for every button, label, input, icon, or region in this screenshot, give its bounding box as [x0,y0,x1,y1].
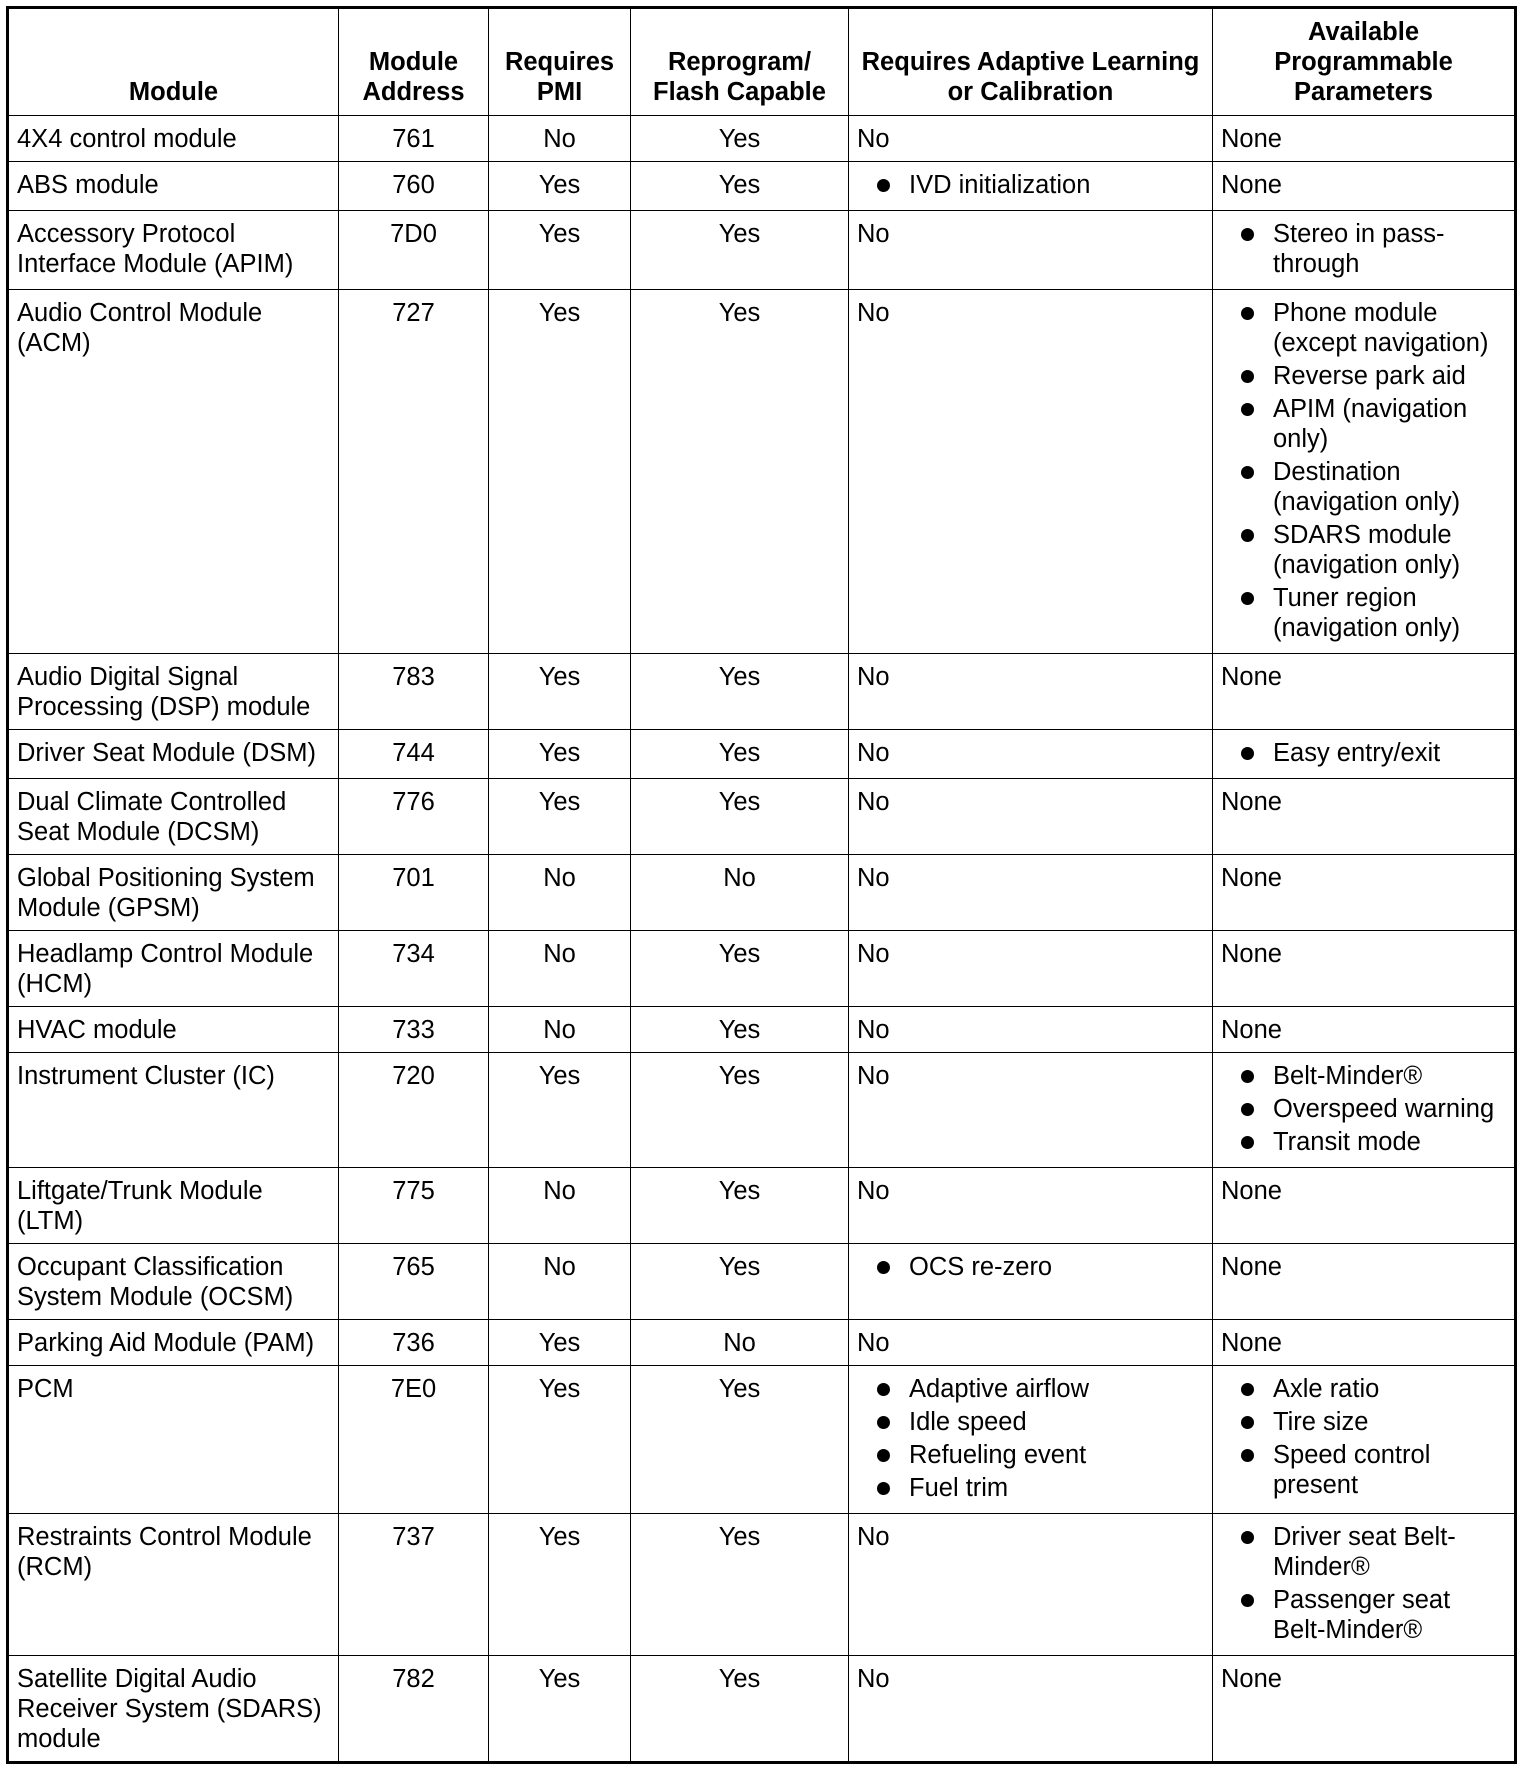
cell-module: Global Positioning System Module (GPSM) [8,855,339,931]
cell-text: No [857,864,890,892]
table-row [8,1656,1516,1763]
cell-requires-pmi: Yes [489,779,631,855]
bullet-list [1221,298,1506,643]
table-row [8,290,1516,654]
cell-adaptive-learning [849,1244,1213,1320]
cell-requires-pmi: Yes [489,1053,631,1168]
cell-flash-capable: Yes [631,730,849,779]
cell-requires-pmi: Yes [489,290,631,654]
cell-text: No [857,220,890,248]
cell-flash-capable: Yes [631,1053,849,1168]
bullet-item: Passenger seat Belt-Minder® [1221,1585,1506,1645]
bullet-list [1221,1061,1506,1157]
cell-requires-pmi: Yes [489,1514,631,1656]
cell-address: 782 [339,1656,489,1763]
cell-address: 744 [339,730,489,779]
cell-flash-capable: Yes [631,1656,849,1763]
cell-text: None [1221,1665,1282,1693]
cell-flash-capable: Yes [631,162,849,211]
cell-module: Liftgate/Trunk Module (LTM) [8,1168,339,1244]
bullet-list [857,1374,1204,1503]
bullet-item: OCS re-zero [857,1252,1204,1282]
cell-flash-capable: Yes [631,1244,849,1320]
cell-text: None [1221,663,1282,691]
cell-flash-capable: Yes [631,116,849,162]
cell-adaptive-learning [849,1514,1213,1656]
cell-requires-pmi: No [489,931,631,1007]
cell-flash-capable: Yes [631,211,849,290]
cell-text: No [857,1016,890,1044]
table-row [8,654,1516,730]
cell-text: No [857,940,890,968]
cell-requires-pmi: Yes [489,730,631,779]
cell-module: Driver Seat Module (DSM) [8,730,339,779]
table-row [8,779,1516,855]
cell-programmable-parameters [1213,779,1516,855]
cell-flash-capable: Yes [631,1514,849,1656]
bullet-item: Easy entry/exit [1221,738,1506,768]
bullet-list [1221,219,1506,279]
bullet-list [1221,738,1506,768]
bullet-item: Overspeed warning [1221,1094,1506,1124]
cell-module: Audio Control Module (ACM) [8,290,339,654]
cell-programmable-parameters [1213,1656,1516,1763]
cell-address: 776 [339,779,489,855]
cell-flash-capable: Yes [631,779,849,855]
cell-programmable-parameters [1213,116,1516,162]
cell-text: None [1221,1253,1282,1281]
cell-text: No [857,1062,890,1090]
cell-requires-pmi: No [489,855,631,931]
table-row [8,1514,1516,1656]
cell-requires-pmi: Yes [489,162,631,211]
cell-text: None [1221,788,1282,816]
cell-module: HVAC module [8,1007,339,1053]
cell-flash-capable: Yes [631,1366,849,1514]
table-row [8,730,1516,779]
header-adaptive-learning: Requires Adaptive Learning or Calibration [849,8,1213,116]
cell-address: 733 [339,1007,489,1053]
cell-programmable-parameters [1213,1168,1516,1244]
cell-adaptive-learning [849,855,1213,931]
cell-programmable-parameters [1213,1320,1516,1366]
cell-module: Accessory Protocol Interface Module (APIM) [8,211,339,290]
bullet-item: APIM (navigation only) [1221,394,1506,454]
cell-address: 775 [339,1168,489,1244]
bullet-item: Refueling event [857,1440,1204,1470]
table-row [8,855,1516,931]
bullet-item: Phone module (except navigation) [1221,298,1506,358]
cell-flash-capable: No [631,1320,849,1366]
bullet-item: Fuel trim [857,1473,1204,1503]
cell-text: None [1221,864,1282,892]
cell-programmable-parameters [1213,931,1516,1007]
cell-programmable-parameters [1213,211,1516,290]
table-row [8,162,1516,211]
header-programmable-parameters: Available Programmable Parameters [1213,8,1516,116]
cell-text: No [857,788,890,816]
cell-requires-pmi: Yes [489,1320,631,1366]
cell-requires-pmi: No [489,116,631,162]
cell-address: 720 [339,1053,489,1168]
cell-requires-pmi: Yes [489,1656,631,1763]
cell-requires-pmi: No [489,1244,631,1320]
cell-programmable-parameters [1213,162,1516,211]
header-module: Module [8,8,339,116]
header-address: Module Address [339,8,489,116]
cell-requires-pmi: Yes [489,211,631,290]
table-body [8,116,1516,1763]
bullet-item: Idle speed [857,1407,1204,1437]
cell-adaptive-learning [849,1007,1213,1053]
cell-flash-capable: Yes [631,290,849,654]
cell-address: 760 [339,162,489,211]
cell-adaptive-learning [849,1366,1213,1514]
cell-requires-pmi: No [489,1007,631,1053]
cell-module: Occupant Classification System Module (OCSM) [8,1244,339,1320]
bullet-list [857,170,1204,200]
header-flash-capable: Reprogram/ Flash Capable [631,8,849,116]
cell-requires-pmi: Yes [489,654,631,730]
cell-adaptive-learning [849,116,1213,162]
table-row [8,1244,1516,1320]
table-row [8,1168,1516,1244]
cell-requires-pmi: No [489,1168,631,1244]
bullet-item: IVD initialization [857,170,1204,200]
cell-adaptive-learning [849,654,1213,730]
bullet-item: Axle ratio [1221,1374,1506,1404]
cell-address: 727 [339,290,489,654]
cell-adaptive-learning [849,290,1213,654]
bullet-list [1221,1374,1506,1500]
cell-adaptive-learning [849,211,1213,290]
bullet-item: Driver seat Belt-Minder® [1221,1522,1506,1582]
cell-text: No [857,1523,890,1551]
cell-programmable-parameters [1213,654,1516,730]
bullet-item: Reverse park aid [1221,361,1506,391]
cell-adaptive-learning [849,931,1213,1007]
bullet-list [1221,1522,1506,1645]
cell-address: 737 [339,1514,489,1656]
table-row [8,1366,1516,1514]
table-row [8,116,1516,162]
module-table [6,6,1517,1764]
cell-programmable-parameters [1213,1514,1516,1656]
cell-text: None [1221,171,1282,199]
bullet-item: Adaptive airflow [857,1374,1204,1404]
cell-module: Instrument Cluster (IC) [8,1053,339,1168]
cell-address: 701 [339,855,489,931]
table-row [8,1320,1516,1366]
cell-flash-capable: Yes [631,654,849,730]
table-row [8,1007,1516,1053]
cell-programmable-parameters [1213,1366,1516,1514]
header-requires-pmi: Requires PMI [489,8,631,116]
bullet-item: Belt-Minder® [1221,1061,1506,1091]
cell-address: 736 [339,1320,489,1366]
bullet-item: Stereo in pass-through [1221,219,1506,279]
cell-address: 761 [339,116,489,162]
cell-text: None [1221,125,1282,153]
table-row [8,211,1516,290]
cell-adaptive-learning [849,1168,1213,1244]
cell-module: ABS module [8,162,339,211]
cell-module: Audio Digital Signal Processing (DSP) module [8,654,339,730]
cell-programmable-parameters [1213,290,1516,654]
bullet-item: Transit mode [1221,1127,1506,1157]
cell-address: 7E0 [339,1366,489,1514]
cell-adaptive-learning [849,1320,1213,1366]
cell-text: No [857,663,890,691]
cell-address: 734 [339,931,489,1007]
cell-programmable-parameters [1213,1053,1516,1168]
cell-adaptive-learning [849,1656,1213,1763]
cell-module: Dual Climate Controlled Seat Module (DCSM) [8,779,339,855]
cell-text: No [857,739,890,767]
cell-programmable-parameters [1213,1007,1516,1053]
cell-module: Parking Aid Module (PAM) [8,1320,339,1366]
cell-programmable-parameters [1213,1244,1516,1320]
bullet-item: Destination (navigation only) [1221,457,1506,517]
cell-adaptive-learning [849,162,1213,211]
cell-text: No [857,125,890,153]
cell-flash-capable: Yes [631,1007,849,1053]
cell-flash-capable: No [631,855,849,931]
cell-module: Restraints Control Module (RCM) [8,1514,339,1656]
cell-flash-capable: Yes [631,1168,849,1244]
cell-module: 4X4 control module [8,116,339,162]
bullet-item: Tuner region (navigation only) [1221,583,1506,643]
bullet-item: SDARS module (navigation only) [1221,520,1506,580]
cell-text: None [1221,1329,1282,1357]
cell-text: None [1221,1016,1282,1044]
cell-module: PCM [8,1366,339,1514]
table-row [8,1053,1516,1168]
cell-address: 7D0 [339,211,489,290]
cell-programmable-parameters [1213,855,1516,931]
cell-requires-pmi: Yes [489,1366,631,1514]
cell-module: Headlamp Control Module (HCM) [8,931,339,1007]
header-row [8,8,1516,116]
cell-programmable-parameters [1213,730,1516,779]
cell-adaptive-learning [849,779,1213,855]
bullet-list [857,1252,1204,1282]
bullet-item: Speed control present [1221,1440,1506,1500]
cell-adaptive-learning [849,730,1213,779]
cell-module: Satellite Digital Audio Receiver System (SDARS) module [8,1656,339,1763]
bullet-item: Tire size [1221,1407,1506,1437]
cell-text: No [857,1665,890,1693]
cell-text: None [1221,940,1282,968]
cell-text: None [1221,1177,1282,1205]
cell-text: No [857,1177,890,1205]
table-row [8,931,1516,1007]
cell-address: 765 [339,1244,489,1320]
cell-address: 783 [339,654,489,730]
cell-text: No [857,299,890,327]
cell-adaptive-learning [849,1053,1213,1168]
cell-text: No [857,1329,890,1357]
cell-flash-capable: Yes [631,931,849,1007]
